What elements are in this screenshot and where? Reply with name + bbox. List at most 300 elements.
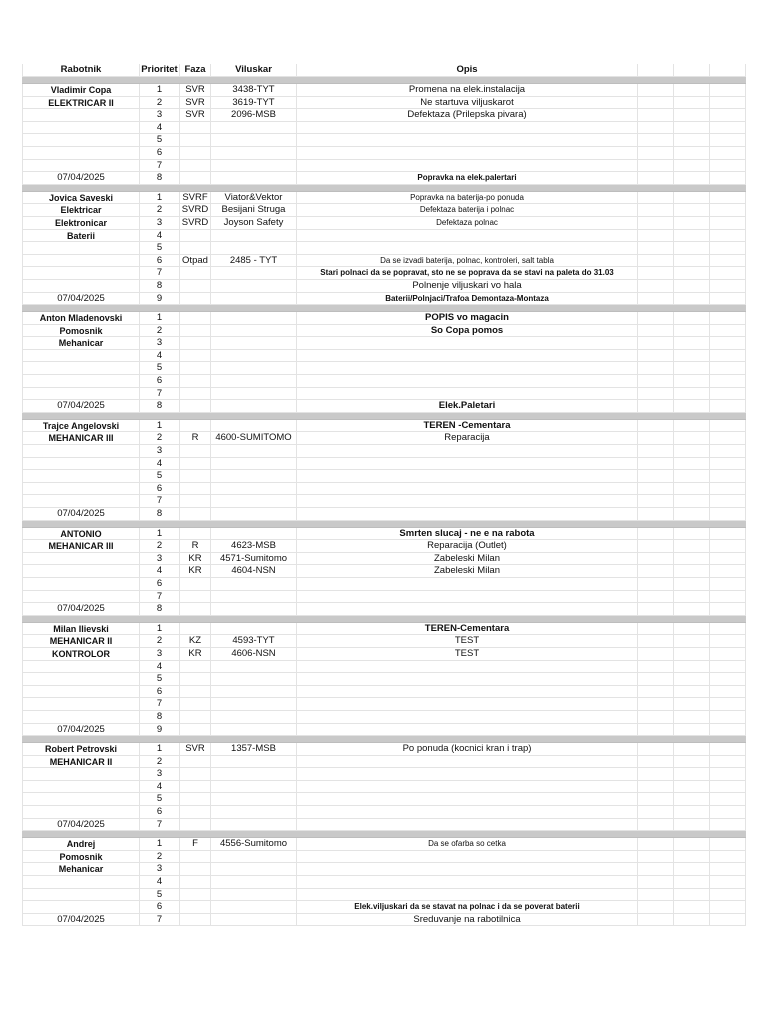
table-row [22, 147, 746, 160]
description-cell [297, 781, 638, 793]
priority-cell: 4 [140, 350, 180, 362]
empty-cell [638, 432, 674, 444]
forklift-cell [211, 863, 297, 875]
priority-cell: 7 [140, 698, 180, 710]
phase-cell [180, 793, 211, 805]
table-header-row [22, 64, 746, 77]
empty-cell [638, 337, 674, 349]
empty-cell [674, 122, 710, 134]
priority-cell: 1 [140, 312, 180, 324]
header-viluskar: Viluskar [211, 64, 297, 76]
description-cell: Zabeleski Milan [297, 553, 638, 565]
table-row [22, 242, 746, 255]
description-cell [297, 337, 638, 349]
empty-cell [638, 122, 674, 134]
table-row [22, 400, 746, 413]
phase-cell [180, 325, 211, 337]
phase-cell [180, 661, 211, 673]
phase-cell [180, 591, 211, 603]
forklift-cell: 3619-TYT [211, 97, 297, 109]
description-cell [297, 819, 638, 831]
worker-cell [22, 350, 140, 362]
empty-cell [674, 445, 710, 457]
priority-cell: 3 [140, 109, 180, 121]
empty-cell [638, 458, 674, 470]
priority-cell: 6 [140, 375, 180, 387]
empty-cell [710, 172, 746, 184]
table-row [22, 508, 746, 521]
forklift-cell: 4571-Sumitomo [211, 553, 297, 565]
worker-cell [22, 553, 140, 565]
description-cell [297, 661, 638, 673]
header-prioritet: Prioritet [140, 64, 180, 76]
empty-cell [638, 876, 674, 888]
empty-cell [638, 470, 674, 482]
priority-cell: 4 [140, 661, 180, 673]
forklift-cell [211, 724, 297, 736]
phase-cell: KR [180, 553, 211, 565]
worker-cell [22, 495, 140, 507]
description-cell [297, 458, 638, 470]
empty-cell [710, 743, 746, 755]
empty-cell [638, 483, 674, 495]
forklift-cell: Joyson Safety [211, 217, 297, 229]
forklift-cell: Viator&Vektor [211, 192, 297, 204]
empty-cell [674, 578, 710, 590]
phase-cell [180, 508, 211, 520]
phase-cell [180, 673, 211, 685]
table-row [22, 350, 746, 363]
empty-cell [674, 160, 710, 172]
priority-cell: 3 [140, 553, 180, 565]
empty-cell [638, 768, 674, 780]
priority-cell: 2 [140, 325, 180, 337]
worker-cell [22, 889, 140, 901]
worker-cell [22, 591, 140, 603]
empty-cell [674, 838, 710, 850]
priority-cell: 5 [140, 793, 180, 805]
table-row [22, 648, 746, 661]
forklift-cell [211, 293, 297, 305]
empty-cell [674, 97, 710, 109]
empty-cell [638, 134, 674, 146]
forklift-cell [211, 122, 297, 134]
priority-cell: 2 [140, 851, 180, 863]
table-row [22, 84, 746, 97]
empty-cell [710, 337, 746, 349]
description-cell [297, 806, 638, 818]
worker-cell [22, 134, 140, 146]
header-faza: Faza [180, 64, 211, 76]
forklift-cell [211, 242, 297, 254]
description-cell [297, 851, 638, 863]
empty-cell [638, 388, 674, 400]
worker-cell: 07/04/2025 [22, 293, 140, 305]
worker-cell [22, 565, 140, 577]
description-cell [297, 122, 638, 134]
empty-cell [674, 483, 710, 495]
empty-cell [638, 204, 674, 216]
empty-cell [638, 698, 674, 710]
description-cell: Polnenje viljuskari vo hala [297, 280, 638, 292]
priority-cell: 3 [140, 648, 180, 660]
description-cell [297, 768, 638, 780]
description-cell [297, 756, 638, 768]
empty-cell [674, 458, 710, 470]
priority-cell: 3 [140, 445, 180, 457]
table-row [22, 230, 746, 243]
table-row [22, 553, 746, 566]
empty-cell [710, 280, 746, 292]
priority-cell: 7 [140, 914, 180, 926]
empty-cell [710, 889, 746, 901]
priority-cell: 5 [140, 362, 180, 374]
empty-cell [710, 312, 746, 324]
description-cell [297, 508, 638, 520]
empty-cell [638, 540, 674, 552]
phase-cell [180, 876, 211, 888]
empty-cell [674, 432, 710, 444]
phase-cell [180, 914, 211, 926]
table-row [22, 445, 746, 458]
group-separator [22, 77, 746, 84]
empty-cell [710, 134, 746, 146]
empty-cell [674, 565, 710, 577]
worker-cell [22, 698, 140, 710]
phase-cell [180, 768, 211, 780]
forklift-cell [211, 661, 297, 673]
worker-cell: Jovica Saveski [22, 192, 140, 204]
worker-cell [22, 255, 140, 267]
description-cell: Reparacija (Outlet) [297, 540, 638, 552]
empty-cell [710, 122, 746, 134]
table-row [22, 192, 746, 205]
worker-cell [22, 122, 140, 134]
worker-cell [22, 109, 140, 121]
priority-cell: 2 [140, 540, 180, 552]
group-separator [22, 413, 746, 420]
empty-cell [674, 388, 710, 400]
forklift-cell [211, 623, 297, 635]
description-cell [297, 876, 638, 888]
phase-cell [180, 172, 211, 184]
phase-cell [180, 280, 211, 292]
phase-cell: R [180, 432, 211, 444]
empty-cell [674, 495, 710, 507]
group-separator [22, 736, 746, 743]
forklift-cell: 4604-NSN [211, 565, 297, 577]
worker-cell: Andrej [22, 838, 140, 850]
priority-cell: 7 [140, 819, 180, 831]
empty-cell [710, 508, 746, 520]
description-cell: Stari polnaci da se popravat, sto ne se poprava da se stavi na paleta do 31.03 [297, 267, 638, 279]
priority-cell: 1 [140, 84, 180, 96]
description-cell [297, 863, 638, 875]
forklift-cell [211, 134, 297, 146]
worker-cell: 07/04/2025 [22, 172, 140, 184]
priority-cell: 7 [140, 160, 180, 172]
priority-cell: 2 [140, 204, 180, 216]
priority-cell: 4 [140, 122, 180, 134]
table-row [22, 134, 746, 147]
empty-cell [710, 255, 746, 267]
forklift-cell: 4593-TYT [211, 635, 297, 647]
empty-cell [674, 470, 710, 482]
phase-cell [180, 889, 211, 901]
description-cell: Sreduvanje na rabotilnica [297, 914, 638, 926]
priority-cell: 1 [140, 528, 180, 540]
empty-cell [674, 400, 710, 412]
priority-cell: 6 [140, 686, 180, 698]
phase-cell: SVRF [180, 192, 211, 204]
table-row [22, 838, 746, 851]
description-cell [297, 445, 638, 457]
empty-column [710, 64, 746, 76]
table-row [22, 470, 746, 483]
description-cell [297, 242, 638, 254]
priority-cell: 6 [140, 255, 180, 267]
forklift-cell [211, 147, 297, 159]
phase-cell [180, 781, 211, 793]
worker-cell: MEHANICAR II [22, 756, 140, 768]
empty-cell [674, 743, 710, 755]
forklift-cell [211, 508, 297, 520]
phase-cell [180, 312, 211, 324]
priority-cell: 2 [140, 756, 180, 768]
empty-cell [674, 540, 710, 552]
worker-cell: Mehanicar [22, 863, 140, 875]
table-row [22, 97, 746, 110]
description-cell [297, 686, 638, 698]
empty-cell [638, 889, 674, 901]
table-row [22, 768, 746, 781]
table-row [22, 603, 746, 616]
forklift-cell [211, 337, 297, 349]
worker-cell [22, 242, 140, 254]
empty-cell [674, 147, 710, 159]
empty-cell [638, 838, 674, 850]
priority-cell: 2 [140, 97, 180, 109]
worker-cell [22, 388, 140, 400]
empty-cell [638, 673, 674, 685]
phase-cell [180, 293, 211, 305]
empty-cell [710, 147, 746, 159]
table-row [22, 420, 746, 433]
table-row [22, 819, 746, 832]
table-row [22, 863, 746, 876]
priority-cell: 1 [140, 420, 180, 432]
empty-cell [710, 724, 746, 736]
empty-cell [710, 876, 746, 888]
priority-cell: 8 [140, 508, 180, 520]
empty-cell [674, 756, 710, 768]
empty-cell [674, 242, 710, 254]
phase-cell: KZ [180, 635, 211, 647]
table-row [22, 565, 746, 578]
empty-cell [638, 793, 674, 805]
description-cell: Defektaza polnac [297, 217, 638, 229]
header-opis: Opis [297, 64, 638, 76]
phase-cell [180, 267, 211, 279]
forklift-cell [211, 819, 297, 831]
empty-cell [674, 255, 710, 267]
priority-cell: 7 [140, 591, 180, 603]
forklift-cell [211, 793, 297, 805]
empty-cell [638, 230, 674, 242]
group-separator [22, 831, 746, 838]
priority-cell: 6 [140, 147, 180, 159]
empty-cell [674, 508, 710, 520]
table-row [22, 623, 746, 636]
empty-cell [710, 97, 746, 109]
table-row [22, 686, 746, 699]
empty-cell [710, 686, 746, 698]
priority-cell: 3 [140, 217, 180, 229]
priority-cell: 5 [140, 673, 180, 685]
empty-cell [638, 362, 674, 374]
description-cell: Ne startuva viljuskarot [297, 97, 638, 109]
description-cell [297, 603, 638, 615]
empty-cell [710, 470, 746, 482]
description-cell [297, 483, 638, 495]
empty-cell [638, 635, 674, 647]
empty-cell [674, 781, 710, 793]
empty-cell [674, 350, 710, 362]
priority-cell: 8 [140, 280, 180, 292]
empty-cell [710, 192, 746, 204]
priority-cell: 1 [140, 743, 180, 755]
phase-cell: Otpad [180, 255, 211, 267]
worker-cell [22, 768, 140, 780]
forklift-cell [211, 591, 297, 603]
description-cell: TEREN-Cementara [297, 623, 638, 635]
worker-cell: ANTONIO [22, 528, 140, 540]
empty-cell [710, 420, 746, 432]
worker-cell: KONTROLOR [22, 648, 140, 660]
group-separator [22, 521, 746, 528]
empty-cell [710, 84, 746, 96]
phase-cell: SVR [180, 84, 211, 96]
empty-cell [710, 901, 746, 913]
table-row [22, 267, 746, 280]
empty-cell [638, 217, 674, 229]
empty-cell [638, 623, 674, 635]
worker-cell [22, 147, 140, 159]
empty-cell [638, 172, 674, 184]
empty-cell [710, 661, 746, 673]
empty-cell [710, 565, 746, 577]
phase-cell [180, 350, 211, 362]
table-row [22, 122, 746, 135]
empty-cell [674, 698, 710, 710]
phase-cell [180, 623, 211, 635]
table-row [22, 337, 746, 350]
worker-cell: Anton Mladenovski [22, 312, 140, 324]
forklift-cell [211, 160, 297, 172]
empty-cell [638, 350, 674, 362]
description-cell: Da se izvadi baterija, polnac, kontroleri, salt tabla [297, 255, 638, 267]
phase-cell [180, 686, 211, 698]
worker-cell: MEHANICAR II [22, 635, 140, 647]
forklift-cell [211, 768, 297, 780]
phase-cell: SVRD [180, 204, 211, 216]
forklift-cell [211, 362, 297, 374]
priority-cell: 1 [140, 192, 180, 204]
phase-cell: SVR [180, 109, 211, 121]
description-cell [297, 350, 638, 362]
table-row [22, 109, 746, 122]
table-row [22, 312, 746, 325]
description-cell [297, 698, 638, 710]
table-row [22, 724, 746, 737]
forklift-cell [211, 889, 297, 901]
worker-cell: Pomosnik [22, 325, 140, 337]
phase-cell: SVR [180, 97, 211, 109]
empty-cell [710, 432, 746, 444]
priority-cell: 5 [140, 889, 180, 901]
forklift-cell: 3438-TYT [211, 84, 297, 96]
empty-cell [638, 160, 674, 172]
phase-cell [180, 388, 211, 400]
table-row [22, 217, 746, 230]
empty-cell [710, 267, 746, 279]
empty-cell [710, 648, 746, 660]
empty-cell [638, 553, 674, 565]
table-row [22, 578, 746, 591]
empty-cell [638, 508, 674, 520]
forklift-cell: 4606-NSN [211, 648, 297, 660]
forklift-cell [211, 698, 297, 710]
empty-cell [638, 565, 674, 577]
table-row [22, 540, 746, 553]
priority-cell: 8 [140, 400, 180, 412]
description-cell: TEST [297, 648, 638, 660]
header-rabotnik: Rabotnik [22, 64, 140, 76]
empty-cell [710, 819, 746, 831]
phase-cell [180, 134, 211, 146]
forklift-cell: Besijani Struga [211, 204, 297, 216]
priority-cell: 8 [140, 603, 180, 615]
empty-cell [638, 495, 674, 507]
empty-cell [638, 711, 674, 723]
priority-cell: 2 [140, 635, 180, 647]
empty-cell [674, 337, 710, 349]
priority-cell: 7 [140, 267, 180, 279]
empty-cell [710, 553, 746, 565]
forklift-cell [211, 756, 297, 768]
empty-cell [710, 623, 746, 635]
empty-cell [710, 109, 746, 121]
empty-cell [674, 724, 710, 736]
priority-cell: 3 [140, 337, 180, 349]
table-row [22, 293, 746, 306]
empty-cell [638, 591, 674, 603]
forklift-cell [211, 673, 297, 685]
phase-cell [180, 420, 211, 432]
phase-cell [180, 851, 211, 863]
empty-cell [674, 673, 710, 685]
priority-cell: 6 [140, 901, 180, 913]
worker-cell [22, 711, 140, 723]
phase-cell [180, 483, 211, 495]
worker-cell: Trajce Angelovski [22, 420, 140, 432]
empty-cell [638, 578, 674, 590]
empty-cell [674, 109, 710, 121]
priority-cell: 4 [140, 781, 180, 793]
description-cell: Reparacija [297, 432, 638, 444]
description-cell: Defektaza baterija i polnac [297, 204, 638, 216]
forklift-cell [211, 483, 297, 495]
